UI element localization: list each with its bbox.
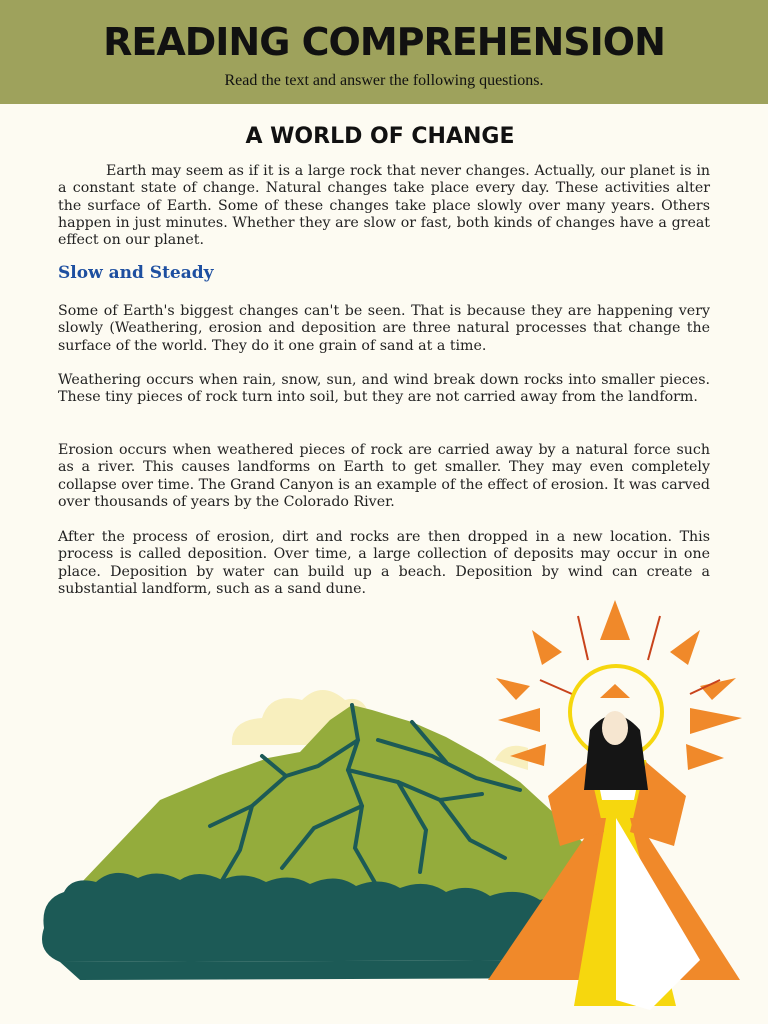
body-paragraph: Some of Earth's biggest changes can't be seen. That is because they are happening very slowly (Weathering, erosion and deposition are three natural processes that change the surface of the world. They do it one grain of sand at a time.	[58, 303, 710, 354]
instructions-text: Read the text and answer the following questions.	[224, 72, 544, 89]
mountain-icon	[60, 705, 628, 905]
body-paragraph: Erosion occurs when weathered pieces of rock are carried away by a natural force such as a river. This causes landforms on Earth to get smaller. They may even completely collapse over time. The Grand Canyon is an example of the effect of erosion. It was carved over thousands of years by the Colorado River.	[58, 442, 710, 510]
body-paragraph: After the process of erosion, dirt and rocks are then dropped in a new location. This process is called deposition. Over time, a large collection of deposits may occur in one place. Deposition by water can build up a beach. Deposition by wind can create a substantial landform, such as a sand dune.	[58, 529, 710, 597]
landscape-illustration	[0, 590, 768, 1024]
intro-paragraph: Earth may seem as if it is a large rock that never changes. Actually, our planet is in a constant state of change. Natural changes take place every day. These activities alter the surface of Earth. Some of these changes take place slowly over many years. Others happen in just minutes. Whether they are slow or fast, both kinds of changes have a great effect on our planet.	[58, 163, 710, 249]
header-banner	[0, 0, 768, 104]
body-paragraph: Weathering occurs when rain, snow, sun, and wind break down rocks into smaller pieces. These tiny pieces of rock turn into soil, but they are not carried away from the landform.	[58, 372, 710, 406]
page-title: READING COMPREHENSION	[103, 20, 665, 64]
article-title: A WORLD OF CHANGE	[245, 124, 515, 149]
section-heading: Slow and Steady	[58, 263, 214, 283]
